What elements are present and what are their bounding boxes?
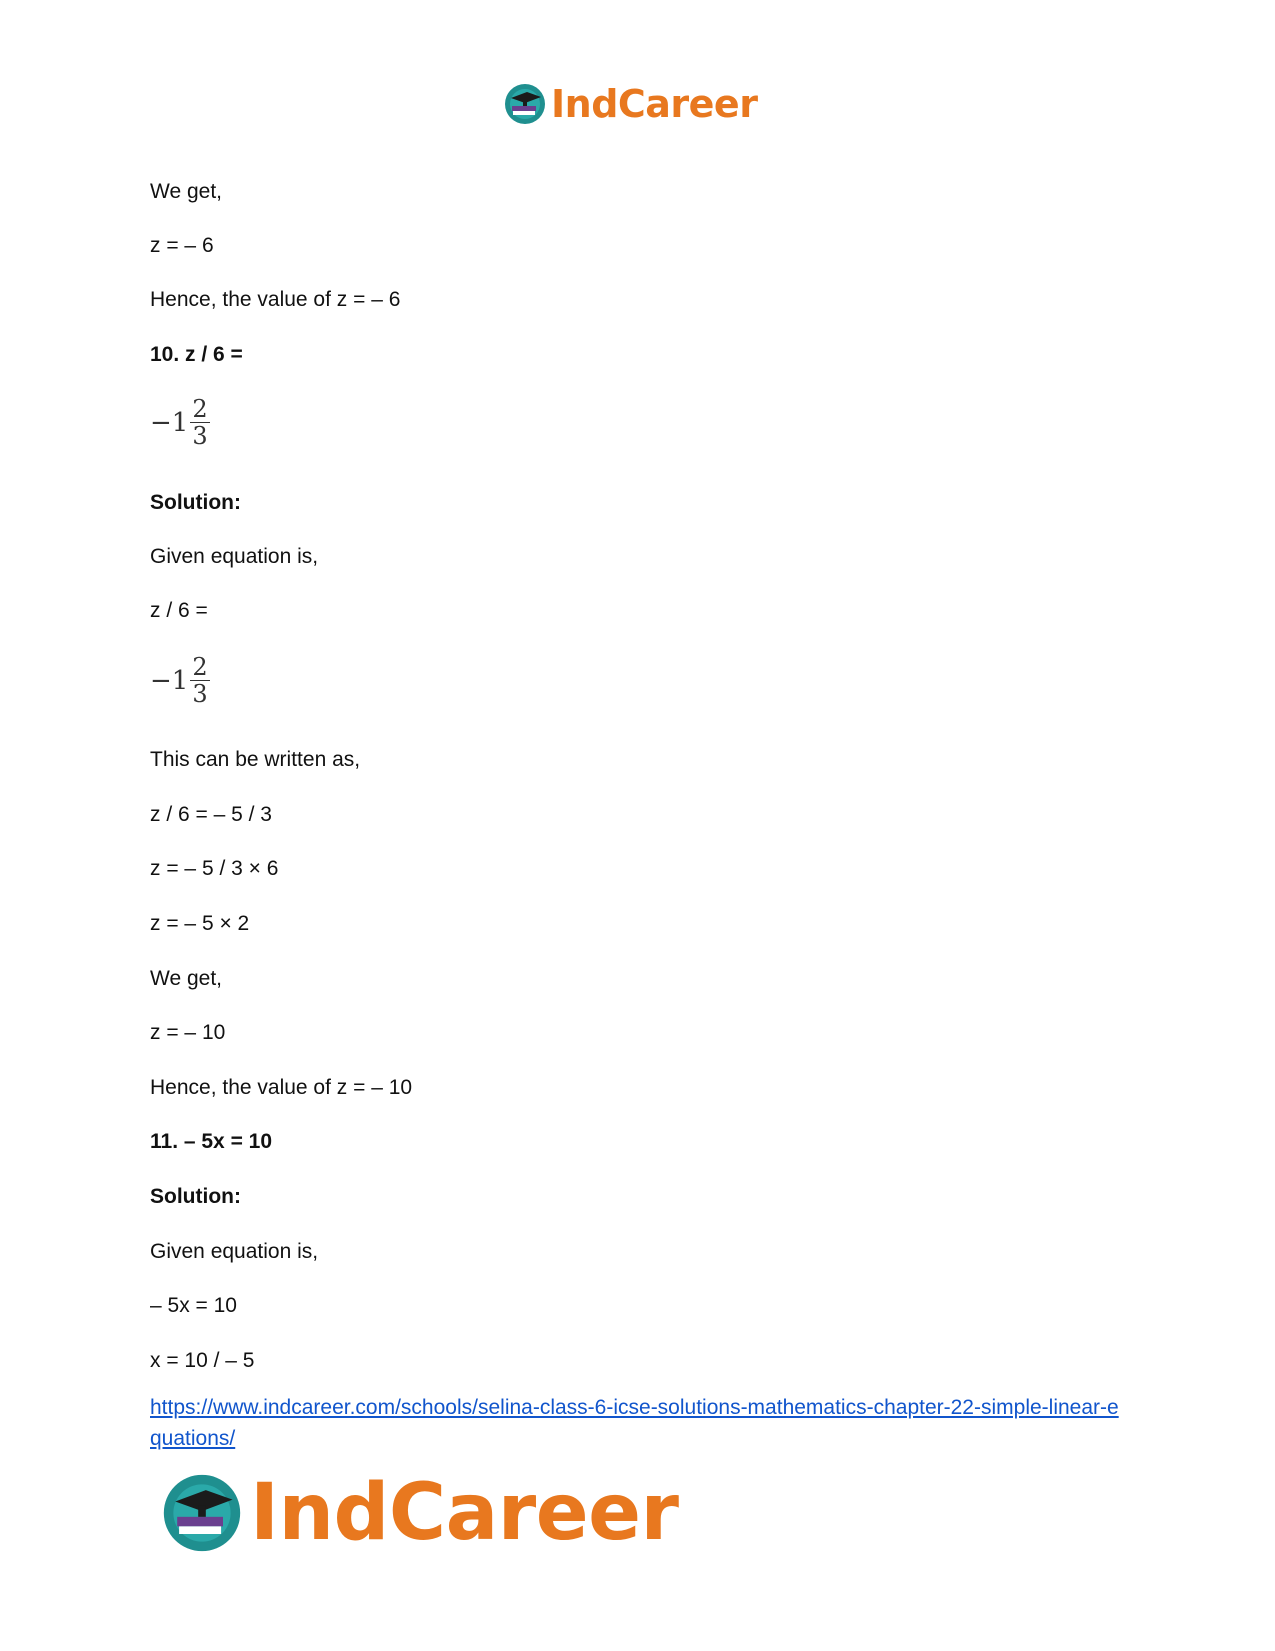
text-line: – 5x = 10: [150, 1294, 237, 1317]
text-line: Given equation is,: [150, 545, 319, 568]
fraction-numerator: 2: [192, 653, 208, 681]
text-line: z = – 10: [150, 1021, 226, 1044]
question-11-heading: 11. – 5x = 10: [150, 1130, 273, 1153]
graduation-book-icon: [503, 82, 547, 126]
mixed-fraction: [150, 396, 210, 449]
text-line: z = – 5 × 2: [150, 912, 250, 935]
text-line: z = – 6: [150, 234, 214, 257]
footer-logo: [160, 1468, 679, 1558]
solution-heading: Solution:: [150, 491, 241, 514]
question-10-heading: 10. z / 6 =: [150, 343, 243, 366]
fraction-numerator: 2: [192, 395, 208, 423]
logo-text: IndCareer: [551, 82, 758, 126]
text-line: Hence, the value of z = – 6: [150, 288, 401, 311]
header-logo: [503, 80, 757, 128]
text-line: We get,: [150, 180, 222, 203]
text-line: x = 10 / – 5: [150, 1349, 255, 1372]
text-line: We get,: [150, 967, 222, 990]
logo-text: IndCareer: [250, 1468, 679, 1558]
source-link[interactable]: https://www.indcareer.com/schools/selina-class-6-icse-solutions-mathematics-chapter-22-simple-linear-equations/: [150, 1396, 1119, 1450]
fraction-whole: −1: [150, 665, 189, 696]
text-line: Given equation is,: [150, 1240, 319, 1263]
solution-heading: Solution:: [150, 1185, 241, 1208]
fraction-whole: −1: [150, 407, 189, 438]
fraction-denominator: 3: [192, 422, 208, 450]
text-line: z / 6 =: [150, 599, 208, 622]
mixed-fraction: [150, 654, 210, 707]
text-line: Hence, the value of z = – 10: [150, 1076, 413, 1099]
text-line: This can be written as,: [150, 748, 361, 771]
text-line: z / 6 = – 5 / 3: [150, 803, 272, 826]
fraction-denominator: 3: [192, 680, 208, 708]
text-line: z = – 5 / 3 × 6: [150, 857, 279, 880]
graduation-book-icon: [160, 1471, 244, 1555]
